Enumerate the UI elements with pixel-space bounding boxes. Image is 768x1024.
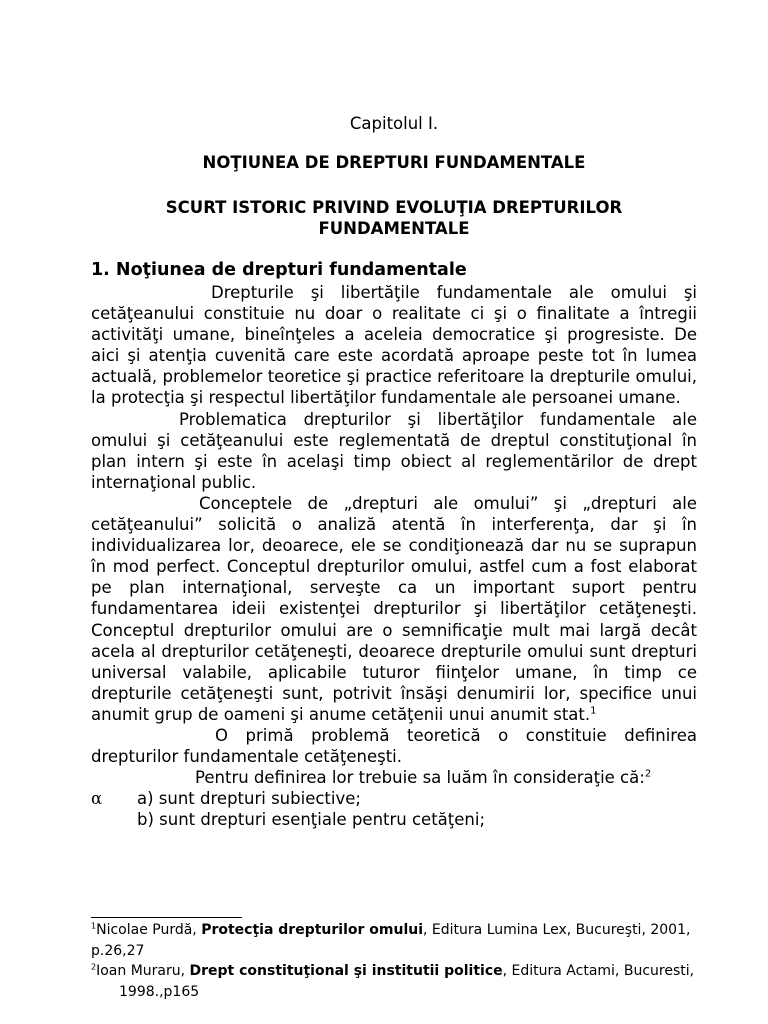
list-item-b: b) sunt drepturi esenţiale pentru cetăţeni;	[137, 810, 486, 830]
footnote-publisher: , Editura Lumina Lex, Bucureşti, 2001, p.26,27	[91, 922, 691, 959]
list-item	[91, 809, 697, 830]
chapter-title: NOŢIUNEA DE DREPTURI FUNDAMENTALE	[202, 153, 586, 172]
list-marker: α	[91, 789, 103, 809]
section-heading: 1. Noţiunea de drepturi fundamentale	[91, 260, 467, 280]
footnote-title: Drept constituţional şi institutii politice	[189, 963, 503, 979]
paragraph-1: Drepturile şi libertăţile fundamentale ale omului şi cetăţeanului constituie nu doar o realitate ci şi o finalitate a întregii activităţi umane, bineînţeles a aceleia democratice şi progresiste. De aici şi atenţia cuvenită care este acordată aproape peste tot în lumea actuală, problemelor teoretice şi practice referitoare la drepturile omului, la protecţia şi respectul libertăţilor fundamentale ale persoanei umane.	[91, 283, 697, 408]
footnote-1	[91, 920, 697, 961]
list-item	[91, 788, 697, 809]
footnote-author: Nicolae Purdă,	[96, 922, 202, 938]
paragraph-5	[91, 767, 697, 788]
list-item-a: a) sunt drepturi subiective;	[137, 789, 361, 809]
footnote-2	[91, 961, 697, 1002]
footnote-mark: 1	[91, 921, 97, 931]
footnote-author: Ioan Muraru,	[96, 963, 190, 979]
body-text	[91, 282, 697, 830]
footnote-ref-2[interactable]: 2	[644, 768, 652, 780]
footnote-year: 1998.,p165	[119, 983, 200, 1000]
chapter-subtitle: SCURT ISTORIC PRIVIND EVOLUŢIA DREPTURILOR FUNDAMENTALE	[165, 198, 623, 238]
footnote-publisher: , Editura Actami, Bucuresti,	[502, 963, 695, 979]
paragraph-5-text: Pentru definirea lor trebuie sa luăm în consideraţie că:	[195, 768, 645, 788]
footnote-title: Protecţia drepturilor omului	[201, 922, 424, 938]
paragraph-4: O primă problemă teoretică o constituie definirea drepturilor fundamentale cetăţeneşti.	[91, 725, 697, 767]
paragraph-3-text: Conceptele de „drepturi ale omului” şi „drepturi ale cetăţeanului” solicită o analiză atentă în interferenţa, dar şi în individualizarea lor, deoarece, ele se condiţionează dar nu se suprapun în mod perfect. Conceptul drepturilor omului, astfel cum a fost elaborat pe plan internaţional, serveşte ca un important suport pentru fundamentarea ideii existenţei drepturilor şi libertăţilor cetăţeneşti. Conceptul drepturilor omului are o semnificaţie mult mai largă decât acela al drepturilor cetăţeneşti, deoarece drepturile omului sunt drepturi universal valabile, aplicabile tuturor fiinţelor umane, în timp ce drepturile cetăţeneşti sunt, potrivit însăşi denumirii lor, specifice unui anumit grup de oameni şi anume cetăţenii unui anumit stat.	[91, 493, 697, 724]
paragraph-2: Problematica drepturilor şi libertăţilor fundamentale ale omului şi cetăţeanului este reglementată de dreptul constituţional în plan intern şi este în acelaşi timp obiect al reglementărilor de drept internaţional public.	[91, 409, 697, 492]
footnotes	[91, 920, 697, 1002]
chapter-label: Capitolul I.	[349, 114, 439, 133]
footnote-ref-1[interactable]: 1	[590, 705, 597, 717]
footnote-mark: 2	[91, 962, 97, 972]
footnote-separator	[91, 917, 242, 918]
paragraph-3	[91, 493, 697, 725]
